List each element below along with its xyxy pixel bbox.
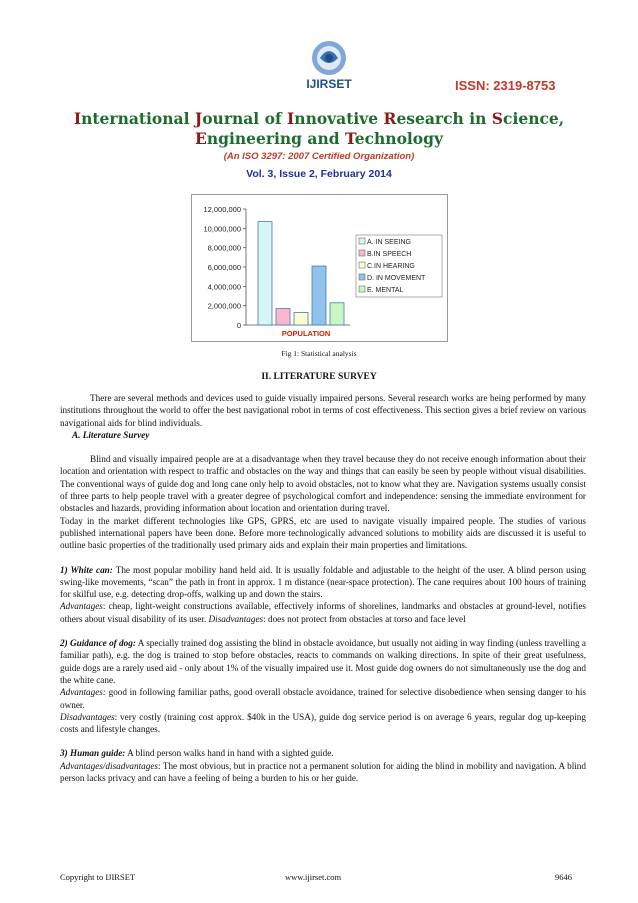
paragraph-intro: There are several methods and devices used to guide visually impaired persons. Several research works are being performed by many institutions throughout the world to offer the best navigational robot in terms of cost effectiveness. This section gives a brief review on various navigational aids for blind individuals. (60, 393, 586, 428)
paragraph-technologies: Today in the market different technologies like GPS, GPRS, etc are used to navigate visually impaired people. The studies of various published international papers have been done. Before more technologically advanced solutions to mobility aids are discussed it is useful to outline basic properties of the traditionally used primary aids and explain their main properties and limitations. (60, 515, 586, 551)
journal-logo (292, 36, 366, 92)
bar-1 (258, 222, 272, 325)
footer-page-number: 9646 (555, 872, 572, 882)
y-tick-label: 6,000,000 (207, 263, 241, 272)
legend-swatch-1 (359, 238, 365, 244)
y-tick-label: 8,000,000 (207, 243, 241, 253)
human-guide-title: 3) Human guide: (60, 748, 126, 759)
figure-caption: Fig 1: Statistical analysis (281, 349, 357, 358)
white-cane-adv-label: Advantages (60, 601, 103, 612)
guide-dog-title: 2) Guidance of dog: (60, 638, 136, 649)
legend-label-3: C.IN HEARING (367, 263, 415, 270)
human-guide-paragraph (60, 747, 586, 784)
white-cane-advantages: : cheap, light-weight constructions available, effectively informs of shorelines, landmarks and obstacles at ground-level, notifies others about visual disability of its user. (60, 601, 586, 624)
journal-title (40, 109, 598, 149)
issn: ISSN: 2319-8753 (455, 78, 556, 93)
bar-3 (294, 312, 308, 325)
human-guide-adv-label: Advantages/disadvantages (60, 760, 158, 771)
bar-2 (276, 309, 290, 325)
logo-text: IJIRSET (306, 77, 352, 91)
guide-dog-advantages: good in following familiar paths, good overall obstacle avoidance, trained for selective disobedience when sensing danger to his owner. (60, 687, 586, 710)
y-tick-label: 10,000,000 (203, 224, 241, 234)
paragraph-navigation: Blind and visually impaired people are at a disadvantage when they travel because they do not receive enough information about their location and orientation with respect to traffic and obstacles on the way and things that can easily be seen by people without visual disabilities. The conventional ways of guide dog and long cane only help to avoid obstacles, not to know what they are. Navigation systems usually consist of three parts to help people travel with a greater degree of psychological comfort and independence: sensing the immediate environment for obstacles and hazards, providing information about location and orientation during travel. (60, 454, 586, 514)
x-axis-label: POPULATION (281, 329, 331, 338)
human-guide-advantages: : The most obvious, but in practice not a permanent solution for aiding the blind in mobility and navigation. A blind person lacks privacy and can have a feeling of being a burden to his or her guide. (60, 760, 586, 784)
legend-swatch-5 (359, 286, 365, 292)
body-text (60, 392, 586, 784)
white-cane-title: 1) White can: (60, 564, 113, 575)
legend-label-2: B.IN SPEECH (367, 251, 412, 258)
human-guide-text: A blind person walks hand in hand with a sighted guide. (125, 748, 334, 759)
section-heading: II. LITERATURE SURVEY (261, 372, 377, 382)
y-tick-label: 0 (236, 321, 241, 330)
legend-label-4: D. IN MOVEMENT (367, 275, 426, 282)
white-cane-disadvantages: : does not protect from obstacles at torso and face level (263, 613, 466, 624)
legend-label-5: E. MENTAL (367, 287, 404, 294)
y-tick-label: 12,000,000 (203, 205, 241, 214)
bar-5 (330, 303, 344, 325)
y-tick-label: 2,000,000 (207, 301, 241, 311)
journal-title-line1: International Journal of Innovative Research in Science, (73, 109, 565, 128)
guide-dog-disadvantages: : very costly (training cost approx. $40k in the USA), guide dog service period is on average 6 years, regular dog up-keeping costs and lifestyle changes. (60, 711, 586, 735)
white-cane-dis-label: Disadvantages (208, 613, 264, 624)
white-cane-paragraph (60, 564, 586, 625)
subsection-heading: A. Literature Survey (72, 429, 150, 440)
organization-note: (An ISO 3297: 2007 Certified Organization) (223, 151, 415, 162)
journal-title-line2: Engineering and Technology (195, 129, 443, 148)
legend-swatch-4 (359, 274, 365, 280)
guide-dog-text: A specially trained dog assisting the blind in obstacle avoidance, but usually not aiding in way finding (unless travelling a familiar path), e.g. the dog is trained to stop before obstacles, reacts to commands on walking directions. In spite of their great usefulness, guide dogs are a rarely used aid - only about 1% of the visually impaired use it. Most guide dog owners do not simultaneously use the dog and the white cane. (60, 638, 586, 685)
legend-swatch-3 (359, 262, 365, 268)
guide-dog-adv-label: Advantages: (60, 687, 106, 698)
statistics-chart (191, 194, 448, 342)
volume-issue: Vol. 3, Issue 2, February 2014 (246, 168, 392, 180)
legend-label-1: A. IN SEEING (367, 239, 411, 246)
guide-dog-dis-label: Disadvantages (60, 711, 115, 722)
bar-chart (192, 195, 447, 341)
guide-dog-paragraph (60, 637, 586, 735)
footer-url: www.ijirset.com (285, 872, 342, 882)
footer-copyright: Copyright to IJIRSET (60, 872, 136, 882)
bar-4 (312, 266, 326, 325)
white-cane-text: The most popular mobility hand held aid. It is usually foldable and adjustable to the height of the user. A blind person using swing-like movements, “scan” the path in front in approx. 1 m distance (near-space protection). The cane requires about 100 hours of training for skilful use, e.g. detecting drop-offs, walking up and down the stairs. (60, 564, 587, 600)
legend-swatch-2 (359, 250, 365, 256)
y-tick-label: 4,000,000 (207, 282, 241, 292)
